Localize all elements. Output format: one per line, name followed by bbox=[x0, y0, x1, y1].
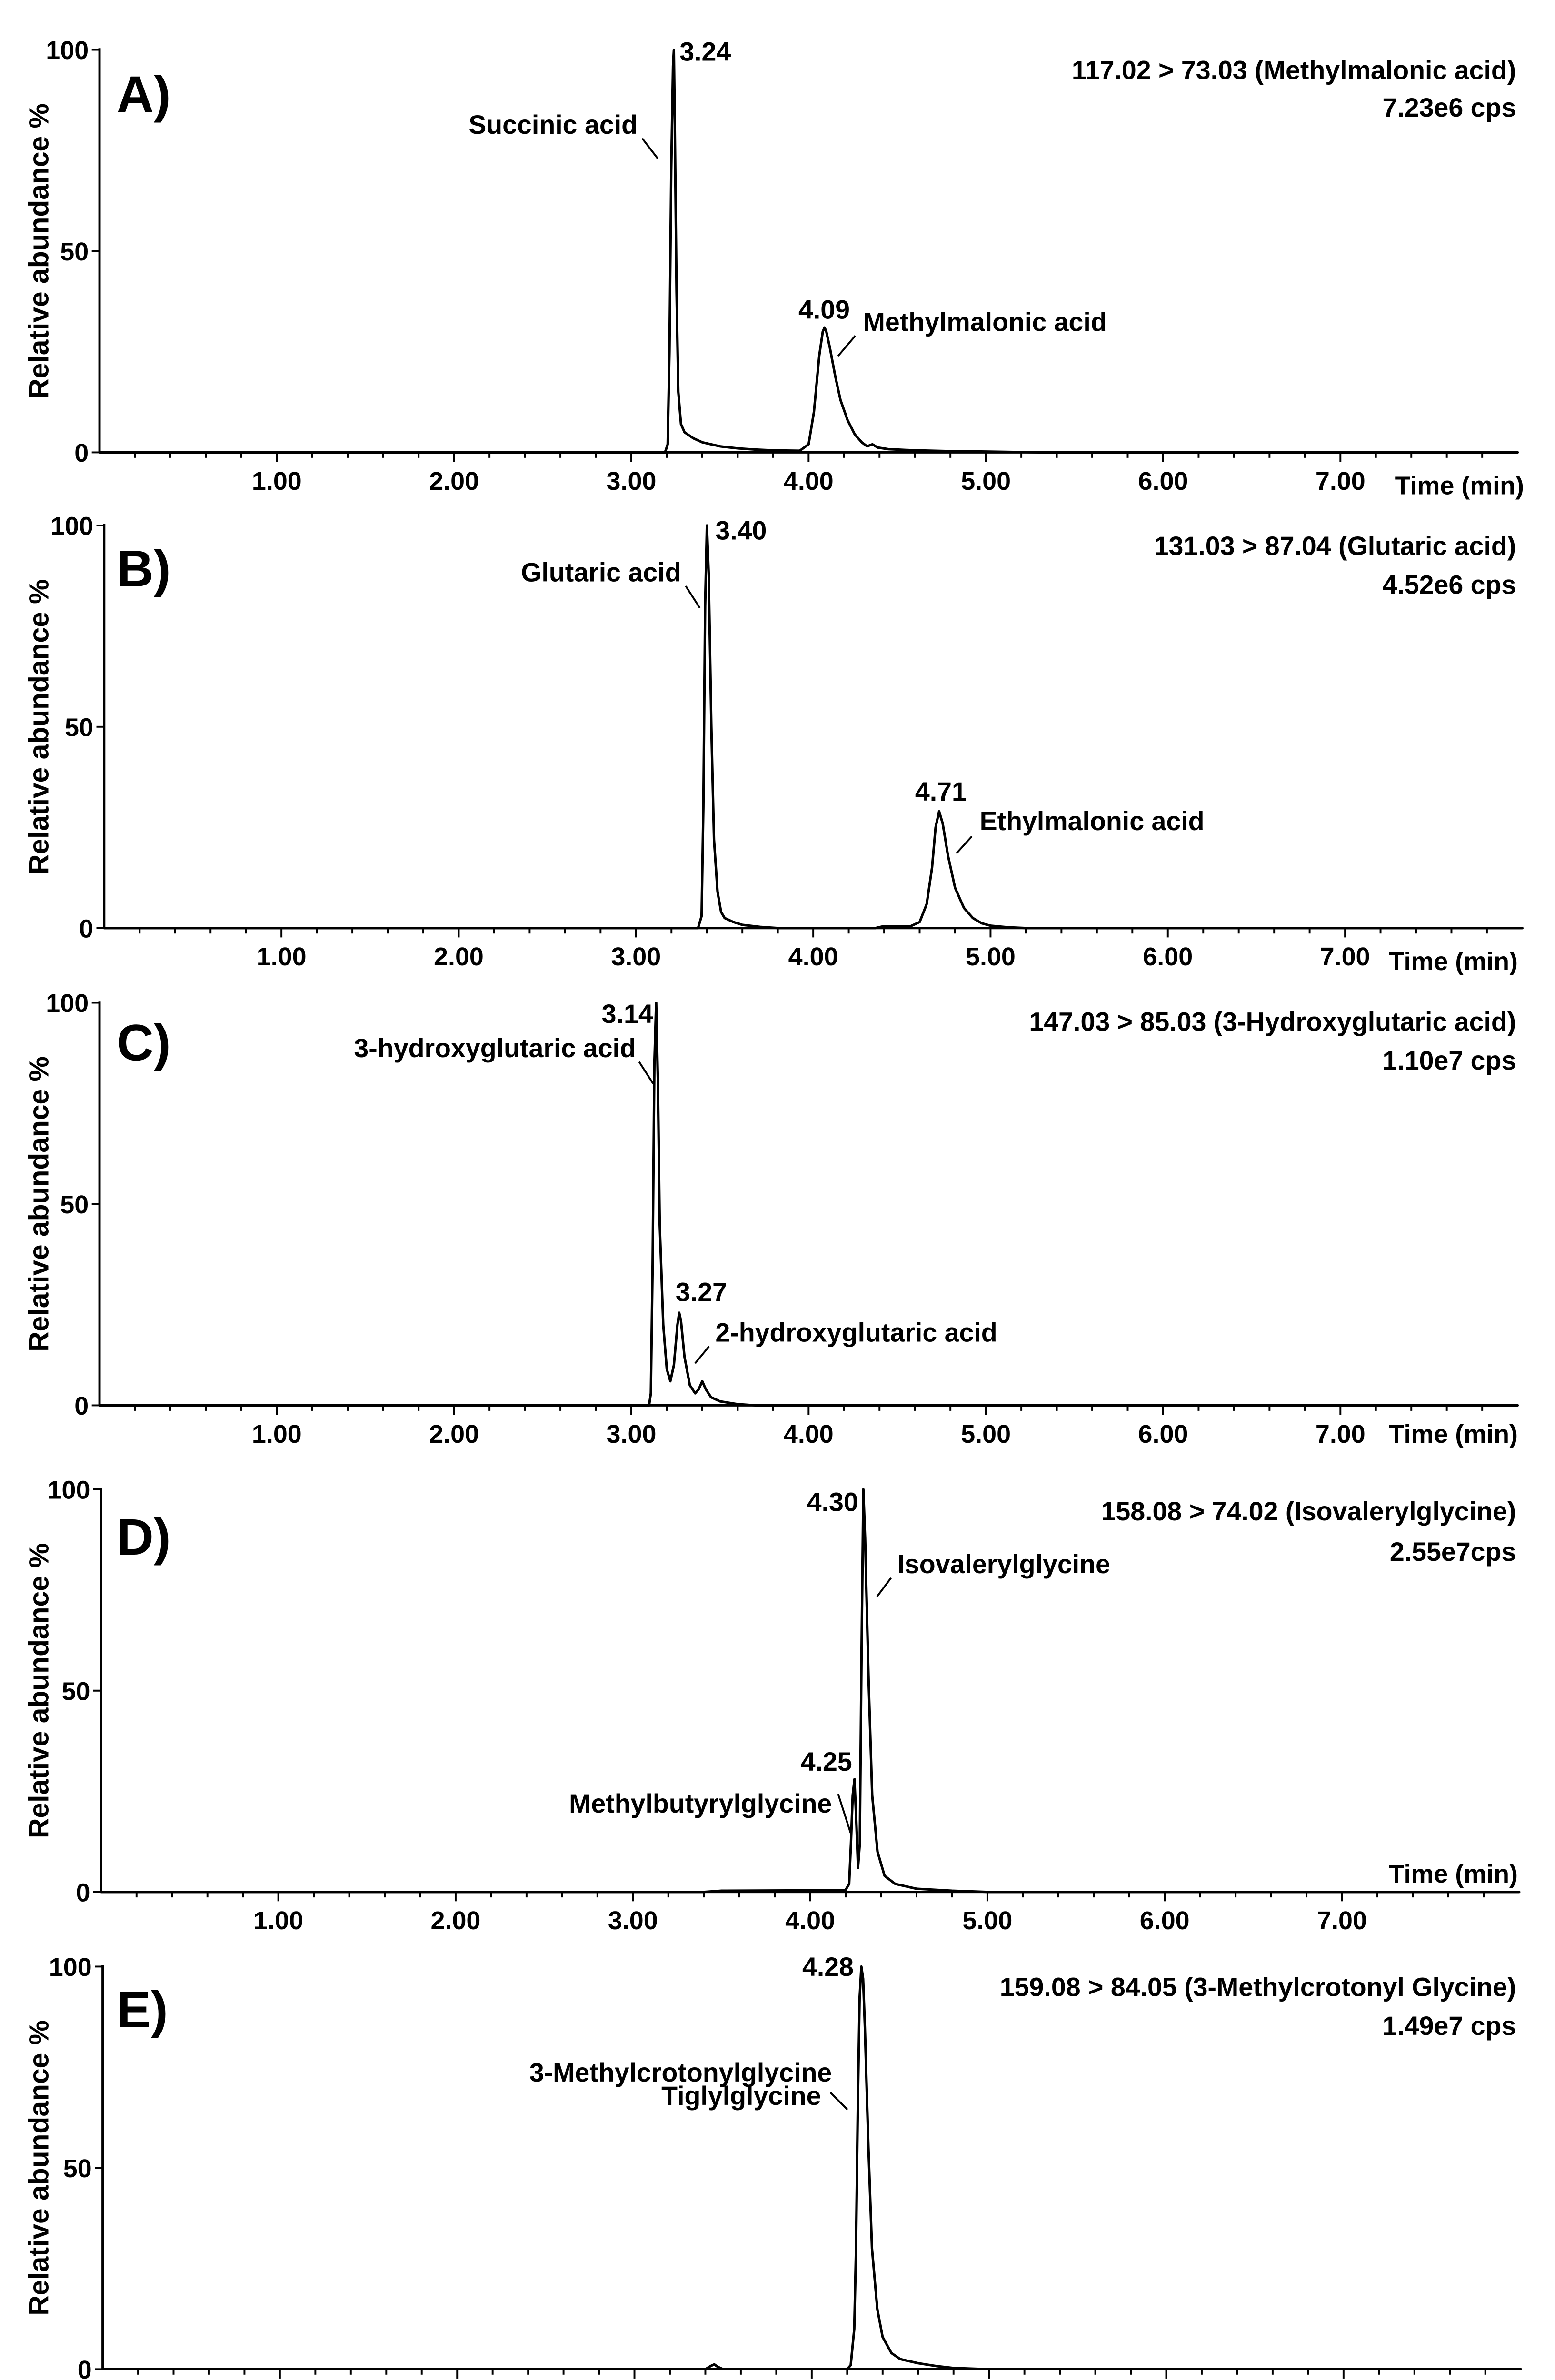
x-tick-label: 5.00 bbox=[961, 466, 1011, 496]
y-tick-label: 0 bbox=[79, 914, 93, 943]
x-tick-label: 4.00 bbox=[783, 466, 834, 496]
compound-label: 2-hydroxyglutaric acid bbox=[715, 1318, 997, 1348]
intensity-annotation: 2.55e7cps bbox=[1389, 1537, 1516, 1567]
intensity-annotation: 7.23e6 cps bbox=[1382, 92, 1516, 122]
y-tick-label: 50 bbox=[61, 1677, 90, 1706]
compound-label: Isovalerylglycine bbox=[897, 1549, 1110, 1579]
transition-annotation: 117.02 > 73.03 (Methylmalonic acid) bbox=[1071, 55, 1516, 85]
peak-leader-line bbox=[639, 1062, 653, 1084]
x-tick-label: 3.00 bbox=[606, 466, 657, 496]
x-axis-title: Time (min) bbox=[1388, 1860, 1518, 1889]
peak-leader-line bbox=[642, 139, 658, 159]
transition-annotation: 159.08 > 84.05 (3-Methylcrotonyl Glycine) bbox=[999, 1972, 1516, 2002]
x-tick-label: 4.00 bbox=[783, 1419, 834, 1448]
x-tick-label: 2.00 bbox=[430, 1906, 481, 1935]
chromatogram-panel-a bbox=[23, 36, 1524, 500]
y-tick-label: 0 bbox=[77, 2355, 92, 2380]
y-tick-label: 0 bbox=[74, 438, 89, 467]
y-tick-label: 0 bbox=[74, 1392, 89, 1421]
transition-annotation: 131.03 > 87.04 (Glutaric acid) bbox=[1154, 531, 1516, 561]
x-tick-label: 3.00 bbox=[606, 1419, 657, 1448]
panel-label: A) bbox=[116, 65, 171, 123]
peak-rt-label: 4.30 bbox=[807, 1487, 858, 1517]
peak-leader-line bbox=[830, 2092, 847, 2110]
y-axis-title: Relative abundance % bbox=[23, 579, 55, 875]
peak-rt-label: 3.24 bbox=[679, 37, 731, 67]
x-tick-label: 1.00 bbox=[256, 942, 307, 972]
x-tick-label: 3.00 bbox=[608, 1906, 658, 1935]
intensity-annotation: 1.49e7 cps bbox=[1382, 2011, 1516, 2041]
x-tick-label: 5.00 bbox=[961, 1419, 1011, 1448]
x-axis-title: Time (min) bbox=[1395, 471, 1525, 500]
x-tick-label: 6.00 bbox=[1143, 942, 1193, 972]
chromatogram-panel-c bbox=[23, 989, 1518, 1448]
y-tick-label: 50 bbox=[60, 238, 89, 267]
y-tick-label: 100 bbox=[46, 989, 89, 1018]
peak-rt-label: 4.28 bbox=[802, 1952, 854, 1982]
y-tick-label: 0 bbox=[76, 1878, 90, 1907]
intensity-annotation: 1.10e7 cps bbox=[1382, 1045, 1516, 1075]
panel-label: C) bbox=[116, 1013, 171, 1071]
x-tick-label: 4.00 bbox=[788, 942, 838, 972]
compound-label: Methylbutyrylglycine bbox=[569, 1789, 832, 1819]
peak-rt-label: 3.14 bbox=[601, 999, 653, 1029]
panel-label: E) bbox=[116, 1980, 168, 2038]
x-tick-label: 5.00 bbox=[966, 942, 1016, 972]
compound-label: Tiglylglycine bbox=[661, 2081, 821, 2111]
x-tick-label: 6.00 bbox=[1138, 1419, 1188, 1448]
chromatogram-trace bbox=[100, 50, 1518, 453]
panel-label: D) bbox=[116, 1507, 171, 1566]
chromatogram-trace bbox=[103, 1966, 1521, 2369]
chromatogram-panel-e bbox=[23, 1952, 1521, 2380]
x-tick-label: 1.00 bbox=[253, 1906, 304, 1935]
y-axis-title: Relative abundance % bbox=[23, 1056, 55, 1352]
peak-rt-label: 4.09 bbox=[798, 295, 850, 325]
x-tick-label: 7.00 bbox=[1317, 1906, 1367, 1935]
peak-leader-line bbox=[838, 336, 855, 356]
chromatogram-trace bbox=[101, 1489, 1519, 1892]
compound-label: Glutaric acid bbox=[521, 557, 681, 587]
y-tick-label: 50 bbox=[60, 1190, 89, 1220]
y-axis-title: Relative abundance % bbox=[23, 2020, 55, 2316]
peak-rt-label: 4.71 bbox=[915, 776, 967, 806]
intensity-annotation: 4.52e6 cps bbox=[1382, 570, 1516, 600]
y-tick-label: 100 bbox=[46, 36, 89, 65]
peak-leader-line bbox=[877, 1578, 891, 1597]
y-tick-label: 100 bbox=[49, 1953, 92, 1982]
peak-leader-line bbox=[957, 836, 972, 853]
x-tick-label: 7.00 bbox=[1320, 942, 1370, 972]
x-tick-label: 7.00 bbox=[1315, 466, 1366, 496]
chromatogram-panel-b bbox=[23, 512, 1522, 975]
x-tick-label: 2.00 bbox=[429, 466, 479, 496]
compound-label: 3-Methylcrotonylglycine bbox=[529, 2058, 832, 2088]
transition-annotation: 147.03 > 85.03 (3-Hydroxyglutaric acid) bbox=[1029, 1007, 1516, 1037]
x-tick-label: 2.00 bbox=[429, 1419, 479, 1448]
x-tick-label: 4.00 bbox=[785, 1906, 836, 1935]
x-tick-label: 1.00 bbox=[251, 466, 302, 496]
x-axis-title: Time (min) bbox=[1388, 947, 1518, 976]
y-tick-label: 100 bbox=[50, 512, 93, 541]
peak-rt-label: 3.40 bbox=[715, 516, 767, 545]
peak-leader-line bbox=[695, 1346, 709, 1363]
y-tick-label: 50 bbox=[65, 713, 93, 742]
y-tick-label: 100 bbox=[47, 1476, 90, 1505]
peak-rt-label: 3.27 bbox=[675, 1277, 727, 1307]
compound-label: Methylmalonic acid bbox=[863, 307, 1107, 337]
peak-leader-line bbox=[686, 586, 699, 608]
compound-label: Ethylmalonic acid bbox=[979, 806, 1205, 836]
x-tick-label: 5.00 bbox=[962, 1906, 1013, 1935]
y-tick-label: 50 bbox=[63, 2154, 92, 2183]
x-tick-label: 7.00 bbox=[1315, 1419, 1366, 1448]
x-tick-label: 6.00 bbox=[1139, 1906, 1190, 1935]
x-axis-title: Time (min) bbox=[1388, 1419, 1518, 1448]
y-axis-title: Relative abundance % bbox=[23, 1543, 55, 1839]
compound-label: 3-hydroxyglutaric acid bbox=[354, 1033, 636, 1063]
peak-rt-label: 4.25 bbox=[800, 1746, 852, 1776]
y-axis-title: Relative abundance % bbox=[23, 103, 55, 399]
peak-leader-line bbox=[838, 1794, 850, 1833]
x-tick-label: 3.00 bbox=[611, 942, 661, 972]
x-tick-label: 1.00 bbox=[251, 1419, 302, 1448]
chromatogram-trace bbox=[104, 526, 1523, 928]
compound-label: Succinic acid bbox=[468, 109, 638, 139]
transition-annotation: 158.08 > 74.02 (Isovalerylglycine) bbox=[1101, 1497, 1516, 1527]
x-tick-label: 2.00 bbox=[434, 942, 484, 972]
panel-label: B) bbox=[116, 539, 171, 597]
x-tick-label: 6.00 bbox=[1138, 466, 1188, 496]
chromatogram-panel-d bbox=[23, 1476, 1519, 1935]
